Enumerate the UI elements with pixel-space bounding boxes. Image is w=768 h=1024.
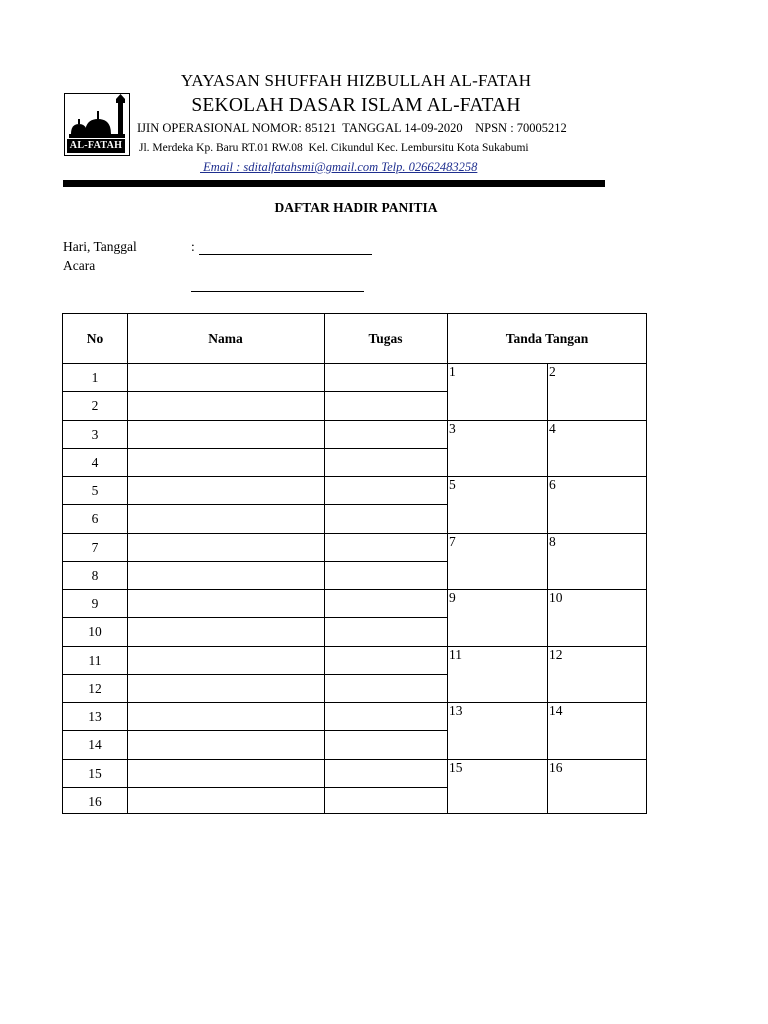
row-number: 13 bbox=[88, 709, 102, 724]
document-title: DAFTAR HADIR PANITIA bbox=[274, 200, 438, 215]
row-number: 14 bbox=[88, 737, 102, 753]
name-cell[interactable] bbox=[128, 363, 324, 391]
task-cell[interactable] bbox=[325, 702, 447, 730]
header-nama: Nama bbox=[208, 331, 243, 346]
name-cell[interactable] bbox=[128, 674, 324, 702]
header-no: No bbox=[86, 331, 104, 346]
contact-info[interactable]: Email : sditalfatahsmi@gmail.com Telp. 02662483258 bbox=[200, 160, 478, 174]
task-cell[interactable] bbox=[325, 646, 447, 674]
row-number: 2 bbox=[91, 398, 99, 414]
row-number: 9 bbox=[91, 596, 99, 611]
school-address: Jl. Merdeka Kp. Baru RT.01 RW.08 Kel. Cikundul Kec. Lembursitu Kota Sukabumi bbox=[139, 142, 529, 154]
row-number: 5 bbox=[91, 483, 99, 498]
row-number: 3 bbox=[91, 426, 99, 442]
task-cell[interactable] bbox=[325, 448, 447, 476]
task-cell[interactable] bbox=[325, 787, 447, 815]
name-cell[interactable] bbox=[128, 646, 324, 674]
school-name: SEKOLAH DASAR ISLAM AL-FATAH bbox=[191, 95, 521, 116]
signature-number: 14 bbox=[549, 703, 563, 718]
signature-number: 3 bbox=[449, 420, 456, 436]
task-cell[interactable] bbox=[325, 730, 447, 758]
signature-number: 1 bbox=[449, 364, 456, 379]
task-cell[interactable] bbox=[325, 759, 447, 787]
row-number: 15 bbox=[88, 765, 102, 781]
row-number: 1 bbox=[91, 370, 99, 385]
row-number: 7 bbox=[91, 539, 99, 555]
row-number: 10 bbox=[88, 624, 102, 640]
signature-number: 8 bbox=[549, 533, 556, 549]
date-colon: : bbox=[191, 239, 195, 254]
signature-number: 12 bbox=[549, 646, 563, 662]
signature-number: 9 bbox=[449, 590, 456, 605]
signature-number: 4 bbox=[549, 420, 556, 436]
name-cell[interactable] bbox=[128, 533, 324, 561]
row-number: 4 bbox=[91, 454, 99, 470]
task-cell[interactable] bbox=[325, 363, 447, 391]
task-cell[interactable] bbox=[325, 533, 447, 561]
name-cell[interactable] bbox=[128, 730, 324, 758]
row-number: 16 bbox=[88, 793, 102, 809]
logo-label: AL-FATAH bbox=[67, 139, 125, 153]
task-cell[interactable] bbox=[325, 674, 447, 702]
signature-number: 10 bbox=[549, 590, 563, 605]
name-cell[interactable] bbox=[128, 448, 324, 476]
signature-number: 6 bbox=[549, 477, 556, 492]
event-field-line[interactable] bbox=[191, 291, 364, 292]
operational-permit: IJIN OPERASIONAL NOMOR: 85121 TANGGAL 14-09-2020 NPSN : 70005212 bbox=[137, 121, 567, 135]
name-cell[interactable] bbox=[128, 617, 324, 645]
task-cell[interactable] bbox=[325, 617, 447, 645]
signature-number: 16 bbox=[549, 759, 563, 775]
row-number: 6 bbox=[91, 511, 99, 527]
date-label: Hari, Tanggal bbox=[63, 239, 137, 254]
column-divider bbox=[447, 314, 448, 813]
row-number: 8 bbox=[91, 567, 99, 583]
task-cell[interactable] bbox=[325, 420, 447, 448]
foundation-name: YAYASAN SHUFFAH HIZBULLAH AL-FATAH bbox=[180, 71, 532, 90]
name-cell[interactable] bbox=[128, 759, 324, 787]
name-cell[interactable] bbox=[128, 476, 324, 504]
row-number: 12 bbox=[88, 680, 102, 696]
name-cell[interactable] bbox=[128, 589, 324, 617]
name-cell[interactable] bbox=[128, 787, 324, 815]
header-tanda-tangan: Tanda Tangan bbox=[505, 331, 589, 346]
attendance-table bbox=[62, 313, 647, 814]
row-number: 11 bbox=[88, 652, 102, 668]
signature-number: 13 bbox=[449, 703, 463, 718]
event-label: Acara bbox=[63, 258, 96, 273]
column-divider bbox=[547, 363, 548, 813]
signature-number: 5 bbox=[449, 477, 456, 492]
date-field-line[interactable] bbox=[199, 254, 372, 255]
task-cell[interactable] bbox=[325, 589, 447, 617]
task-cell[interactable] bbox=[325, 476, 447, 504]
header-divider bbox=[63, 180, 605, 187]
task-cell[interactable] bbox=[325, 504, 447, 532]
name-cell[interactable] bbox=[128, 420, 324, 448]
name-cell[interactable] bbox=[128, 702, 324, 730]
task-cell[interactable] bbox=[325, 561, 447, 589]
signature-number: 7 bbox=[449, 533, 456, 549]
header-tugas: Tugas bbox=[368, 331, 403, 346]
task-cell[interactable] bbox=[325, 391, 447, 419]
signature-number: 15 bbox=[449, 759, 463, 775]
name-cell[interactable] bbox=[128, 391, 324, 419]
signature-number: 11 bbox=[449, 646, 462, 662]
signature-number: 2 bbox=[549, 364, 556, 379]
name-cell[interactable] bbox=[128, 561, 324, 589]
name-cell[interactable] bbox=[128, 504, 324, 532]
